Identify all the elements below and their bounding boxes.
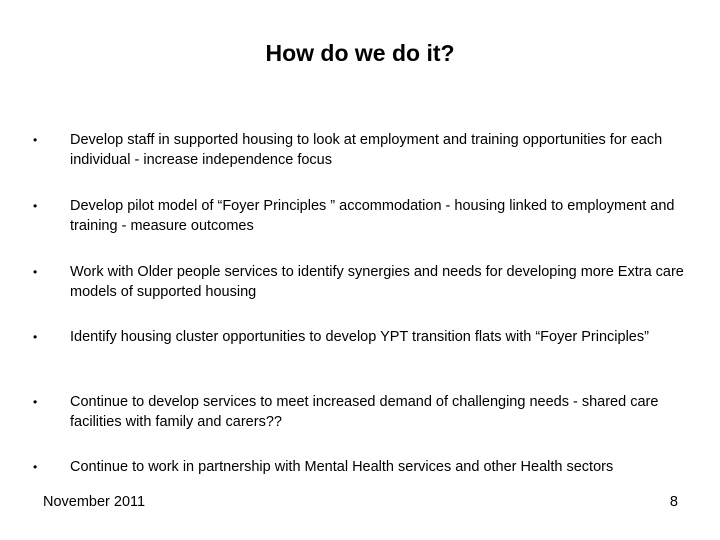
- bullet-icon: •: [33, 460, 38, 474]
- footer-date: November 2011: [43, 494, 146, 510]
- bullet-icon: •: [33, 133, 38, 147]
- bullet-text: Develop staff in supported housing to look at employment and training opportunities for each individual - increase independence focus: [70, 132, 663, 168]
- bullet-text: Work with Older people services to identify synergies and needs for developing more Extra care models of supported housing: [70, 264, 684, 300]
- bullet-text: Continue to develop services to meet increased demand of challenging needs - shared care facilities with family and carers??: [70, 394, 659, 430]
- bullet-text: Identify housing cluster opportunities to develop YPT transition flats with “Foyer Principles”: [70, 329, 649, 345]
- page-number: 8: [669, 494, 678, 510]
- slide-title: How do we do it?: [265, 40, 455, 66]
- bullet-icon: •: [33, 330, 38, 344]
- bullet-icon: •: [33, 265, 38, 279]
- bullet-icon: •: [33, 199, 38, 213]
- bullet-icon: •: [33, 395, 38, 409]
- bullet-text: Develop pilot model of “Foyer Principles ” accommodation - housing linked to employment and training - measure outcomes: [70, 198, 675, 234]
- bullet-text: Continue to work in partnership with Mental Health services and other Health sectors: [70, 459, 614, 475]
